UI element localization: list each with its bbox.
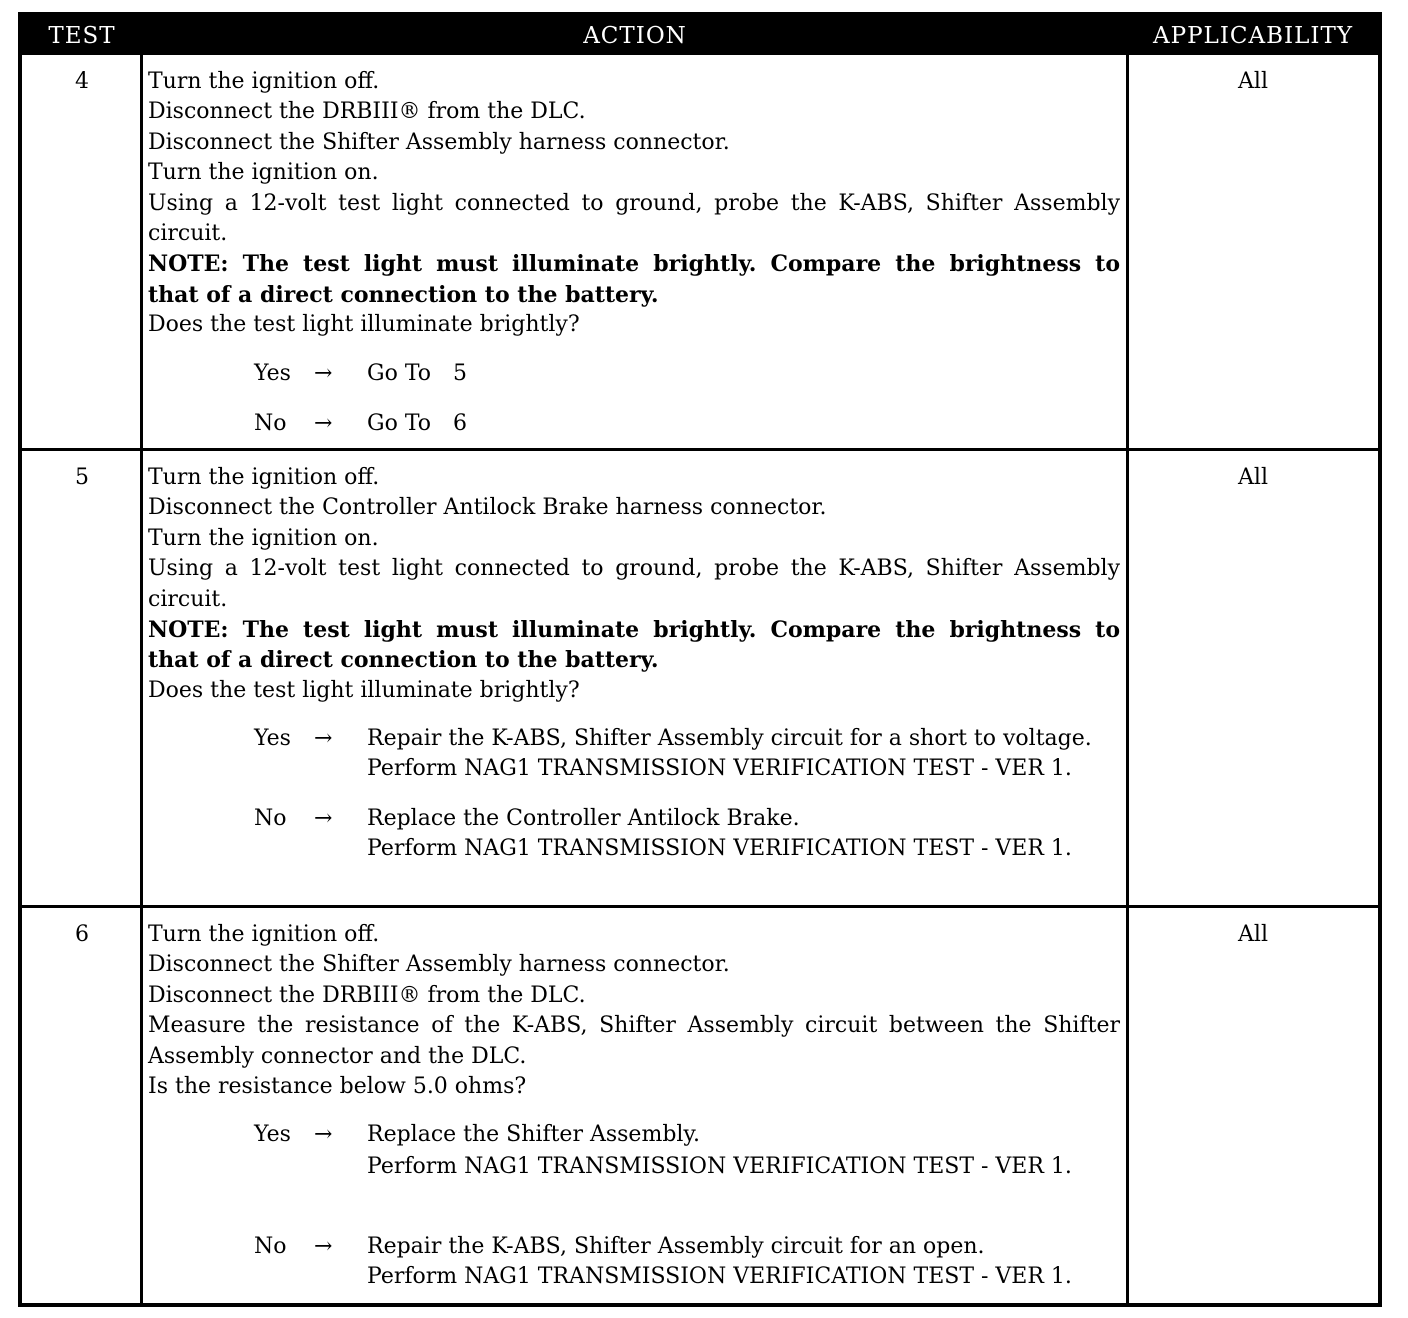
action-step: Turn the ignition off. <box>148 465 380 490</box>
test-number: 6 <box>75 922 89 947</box>
note-line: NOTE: The test light must illuminate brightly. Compare the brightness to <box>148 251 1120 278</box>
action-cell <box>148 67 1120 439</box>
applicability-value: All <box>1238 69 1268 94</box>
goto-target: 6 <box>453 410 468 436</box>
table-row <box>22 908 1378 1303</box>
test-number: 4 <box>75 69 89 94</box>
header-applicability: APPLICABILITY <box>1153 23 1353 49</box>
action-cell <box>148 920 1120 1292</box>
action-step: Using a 12-volt test light connected to ground, probe the K-ABS, Shifter Assembly <box>148 556 1120 582</box>
outcome-text: Perform NAG1 TRANSMISSION VERIFICATION TEST - VER 1. <box>367 836 1072 862</box>
goto-text: Go To <box>367 360 432 386</box>
table-row <box>22 451 1378 905</box>
action-step: Assembly connector and the DLC. <box>148 1043 527 1069</box>
action-step: Disconnect the Shifter Assembly harness connector. <box>148 129 730 155</box>
table-header <box>22 16 1378 55</box>
no-outcome <box>148 1232 1120 1262</box>
arrow-icon: → <box>314 806 333 832</box>
action-step: Disconnect the Controller Antilock Brake harness connector. <box>148 495 827 521</box>
arrow-icon: → <box>314 410 333 436</box>
yes-label: Yes <box>254 726 291 752</box>
action-cell <box>148 463 1120 864</box>
yes-outcome <box>148 1120 1120 1150</box>
question: Does the test light illuminate brightly? <box>148 677 580 703</box>
arrow-icon: → <box>314 726 333 752</box>
action-step: Disconnect the DRBIII® from the DLC. <box>148 982 586 1008</box>
applicability-value: All <box>1238 922 1268 947</box>
no-outcome <box>148 804 1120 834</box>
yes-label: Yes <box>254 360 291 386</box>
note-line: NOTE: The test light must illuminate brightly. Compare the brightness to <box>148 617 1120 644</box>
action-step: Disconnect the DRBIII® from the DLC. <box>148 99 586 125</box>
action-step: Disconnect the Shifter Assembly harness connector. <box>148 952 730 978</box>
outcome-text: Perform NAG1 TRANSMISSION VERIFICATION TEST - VER 1. <box>367 756 1072 782</box>
diagnostic-test-table <box>18 12 1382 1307</box>
outcome-text: Perform NAG1 TRANSMISSION VERIFICATION TEST - VER 1. <box>367 1154 1072 1180</box>
action-step: Turn the ignition off. <box>148 69 380 94</box>
action-step: circuit. <box>148 221 228 247</box>
no-label: No <box>254 410 287 436</box>
outcome-text: Repair the K-ABS, Shifter Assembly circuit for an open. <box>367 1234 985 1260</box>
header-action: ACTION <box>583 23 687 49</box>
outcome-text: Repair the K-ABS, Shifter Assembly circuit for a short to voltage. <box>367 726 1092 752</box>
no-outcome-continued <box>148 834 1120 864</box>
table-row <box>22 55 1378 448</box>
action-step: circuit. <box>148 586 228 612</box>
no-label: No <box>254 1234 287 1260</box>
outcome-text: Replace the Shifter Assembly. <box>367 1122 700 1148</box>
no-label: No <box>254 806 287 832</box>
note-line: that of a direct connection to the battery. <box>148 647 659 674</box>
yes-outcome-continued <box>148 754 1120 784</box>
goto-text: Go To <box>367 410 432 436</box>
outcome-text <box>367 409 1120 439</box>
yes-outcome <box>148 724 1120 754</box>
action-step: Turn the ignition off. <box>148 922 380 947</box>
note-line: that of a direct connection to the battery. <box>148 281 659 308</box>
action-step: Using a 12-volt test light connected to ground, probe the K-ABS, Shifter Assembly <box>148 190 1120 216</box>
no-outcome <box>148 409 1120 439</box>
outcome-text: Perform NAG1 TRANSMISSION VERIFICATION TEST - VER 1. <box>367 1264 1072 1290</box>
yes-outcome <box>148 359 1120 389</box>
arrow-icon: → <box>314 360 333 386</box>
outcome-text <box>367 359 1120 389</box>
header-test: TEST <box>48 23 116 49</box>
yes-label: Yes <box>254 1122 291 1148</box>
action-step: Turn the ignition on. <box>148 525 379 551</box>
applicability-value: All <box>1238 465 1268 490</box>
outcome-text: Replace the Controller Antilock Brake. <box>367 806 800 832</box>
test-number: 5 <box>75 465 89 490</box>
yes-outcome-continued <box>148 1152 1120 1182</box>
goto-target: 5 <box>453 360 468 386</box>
arrow-icon: → <box>314 1122 333 1148</box>
action-step: Turn the ignition on. <box>148 160 379 186</box>
no-outcome-continued <box>148 1262 1120 1292</box>
question: Does the test light illuminate brightly? <box>148 312 580 338</box>
question: Is the resistance below 5.0 ohms? <box>148 1074 527 1100</box>
arrow-icon: → <box>314 1234 333 1260</box>
action-step: Measure the resistance of the K-ABS, Shifter Assembly circuit between the Shifter <box>148 1013 1120 1039</box>
